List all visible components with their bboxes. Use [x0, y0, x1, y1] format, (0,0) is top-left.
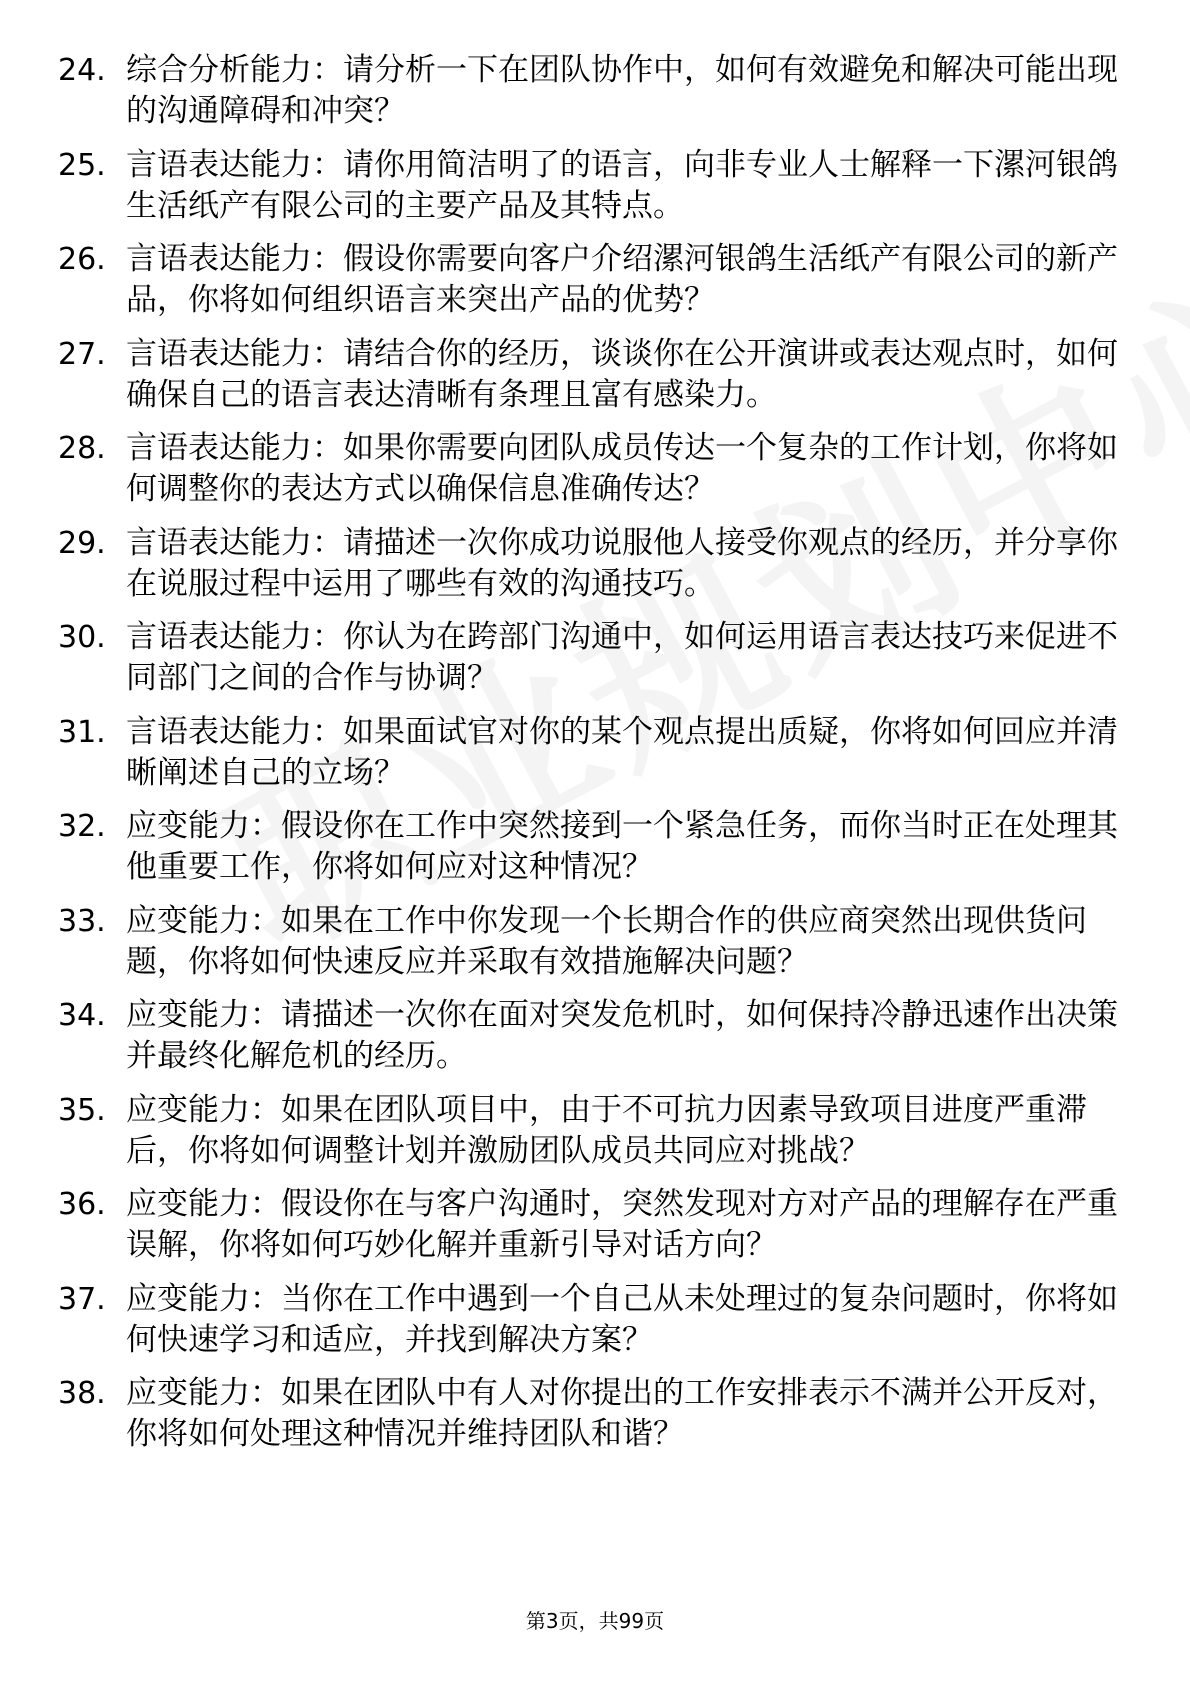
- question-item: [0, 712, 1190, 807]
- question-item: [0, 1184, 1190, 1279]
- question-number: 34.: [58, 998, 106, 1033]
- question-number: 37.: [58, 1281, 106, 1317]
- question-text: 应变能力：假设你在工作中突然接到一个紧急任务，而你当时正在处理其他重要工作，你将如何应对这种情况？: [126, 808, 1118, 885]
- question-item: [0, 523, 1190, 618]
- question-number: 28.: [58, 431, 106, 466]
- question-list: [0, 50, 1190, 1468]
- question-text: 应变能力：如果在工作中你发现一个长期合作的供应商突然出现供货问题，你将如何快速反应并采取有效措施解决问题？: [126, 902, 1087, 980]
- question-item: [0, 428, 1190, 523]
- question-item: [0, 901, 1190, 996]
- question-text: 言语表达能力：请描述一次你成功说服他人接受你观点的经历，并分享你在说服过程中运用了哪些有效的沟通技巧。: [126, 524, 1118, 602]
- question-text: 言语表达能力：你认为在跨部门沟通中，如何运用语言表达技巧来促进不同部门之间的合作与协调？: [126, 619, 1118, 696]
- question-text: 应变能力：如果在团队项目中，由于不可抗力因素导致项目进度严重滞后，你将如何调整计划并激励团队成员共同应对挑战？: [126, 1091, 1087, 1169]
- question-number: 26.: [58, 242, 106, 277]
- question-text: 言语表达能力：如果面试官对你的某个观点提出质疑，你将如何回应并清晰阐述自己的立场？: [126, 713, 1118, 791]
- question-item: [0, 334, 1190, 429]
- question-item: [0, 1373, 1190, 1468]
- question-text: 言语表达能力：请你用简洁明了的语言，向非专业人士解释一下漯河银鸽生活纸产有限公司的主要产品及其特点。: [126, 146, 1118, 224]
- question-number: 35.: [58, 1092, 106, 1128]
- question-number: 29.: [58, 525, 106, 561]
- question-item: [0, 50, 1190, 145]
- question-item: [0, 995, 1190, 1090]
- question-text: 应变能力：请描述一次你在面对突发危机时，如何保持冷静迅速作出决策并最终化解危机的经历。: [126, 997, 1118, 1074]
- question-item: [0, 1279, 1190, 1374]
- question-text: 应变能力：假设你在与客户沟通时，突然发现对方对产品的理解存在严重误解，你将如何巧妙化解并重新引导对话方向？: [126, 1186, 1118, 1263]
- question-number: 25.: [58, 147, 106, 183]
- question-item: [0, 617, 1190, 712]
- page-number-footer: 第3页，共99页: [525, 1609, 665, 1633]
- question-text: 言语表达能力：如果你需要向团队成员传达一个复杂的工作计划，你将如何调整你的表达方式以确保信息准确传达？: [126, 430, 1118, 507]
- question-text: 应变能力：当你在工作中遇到一个自己从未处理过的复杂问题时，你将如何快速学习和适应，并找到解决方案？: [126, 1280, 1118, 1358]
- question-item: [0, 806, 1190, 901]
- question-text: 言语表达能力：假设你需要向客户介绍漯河银鸽生活纸产有限公司的新产品，你将如何组织语言来突出产品的优势？: [126, 241, 1118, 318]
- question-number: 33.: [58, 903, 106, 939]
- question-text: 言语表达能力：请结合你的经历，谈谈你在公开演讲或表达观点时，如何确保自己的语言表达清晰有条理且富有感染力。: [126, 335, 1118, 413]
- question-item: [0, 145, 1190, 240]
- question-item: [0, 239, 1190, 334]
- question-number: 31.: [58, 714, 106, 750]
- question-number: 36.: [58, 1187, 106, 1222]
- question-text: 应变能力：如果在团队中有人对你提出的工作安排表示不满并公开反对，你将如何处理这种情况并维持团队和谐？: [126, 1375, 1118, 1452]
- question-text: 综合分析能力：请分析一下在团队协作中，如何有效避免和解决可能出现的沟通障碍和冲突？: [126, 52, 1118, 129]
- question-number: 24.: [58, 53, 106, 88]
- question-number: 38.: [58, 1376, 106, 1411]
- question-item: [0, 1090, 1190, 1185]
- question-number: 27.: [58, 336, 106, 372]
- question-number: 30.: [58, 620, 106, 655]
- question-number: 32.: [58, 809, 106, 844]
